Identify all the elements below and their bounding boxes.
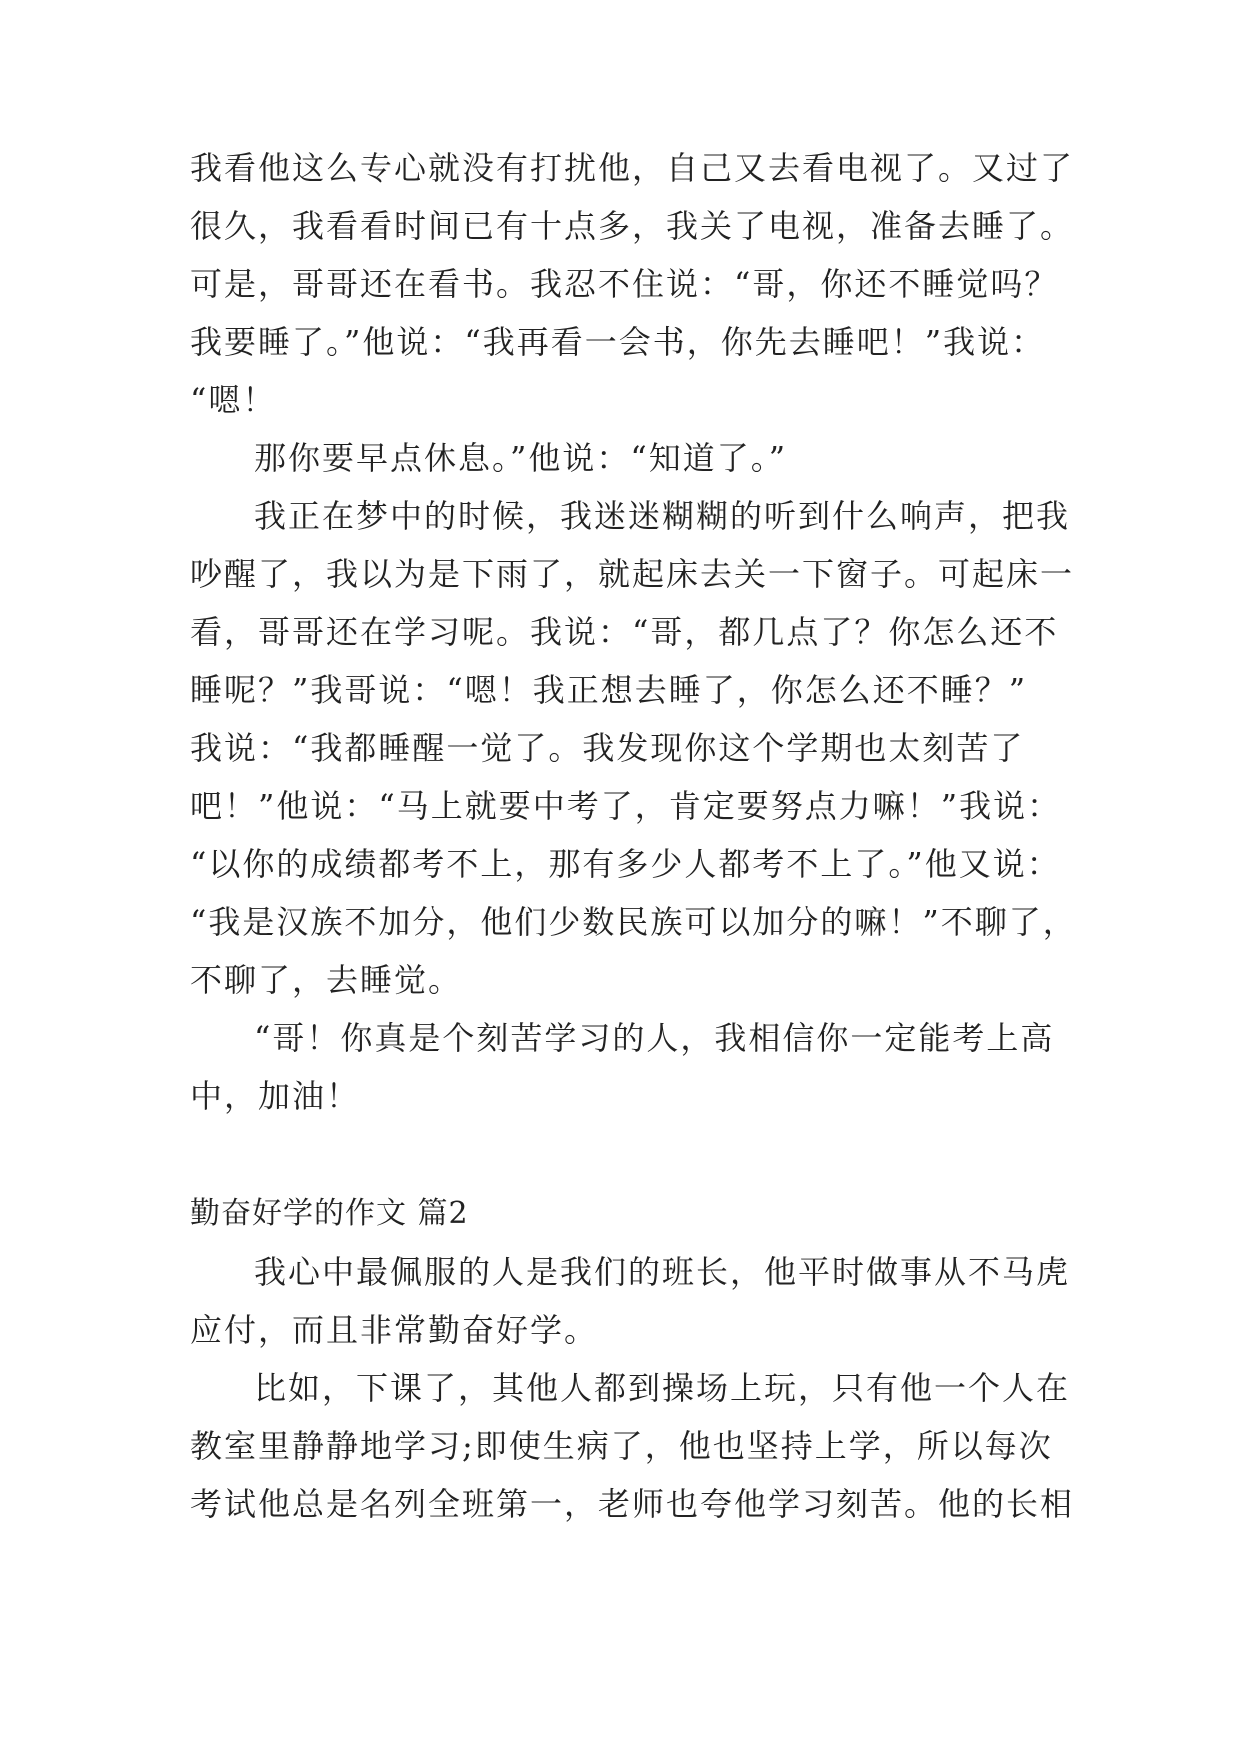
paragraph-line: 我心中最佩服的人是我们的班长，他平时做事从不马虎 <box>254 1253 1071 1291</box>
paragraph-line: “我是汉族不加分，他们少数民族可以加分的嘛！”不聊了， <box>190 903 1077 941</box>
paragraph-line: 教室里静静地学习;即使生病了，他也坚持上学，所以每次 <box>190 1427 1053 1465</box>
paragraph-line: 不聊了，去睡觉。 <box>190 961 463 999</box>
paragraph-line: 比如，下课了，其他人都到操场上玩，只有他一个人在 <box>254 1369 1071 1407</box>
paragraph-line: 睡呢？”我哥说：“嗯！我正想去睡了，你怎么还不睡？” <box>190 671 1028 709</box>
paragraph-line: 我正在梦中的时候，我迷迷糊糊的听到什么响声，把我 <box>254 497 1071 535</box>
paragraph-line: “以你的成绩都考不上，那有多少人都考不上了。”他又说： <box>190 845 1061 883</box>
paragraph-line: 中，加油！ <box>190 1077 361 1115</box>
paragraph-line: 吧！”他说：“马上就要中考了，肯定要努点力嘛！”我说： <box>190 787 1062 825</box>
paragraph-line: 很久，我看看时间已有十点多，我关了电视，准备去睡了。 <box>190 207 1075 245</box>
paragraph-line: “哥！你真是个刻苦学习的人，我相信你一定能考上高 <box>254 1019 1055 1057</box>
paragraph-line: 吵醒了，我以为是下雨了，就起床去关一下窗子。可起床一 <box>190 555 1075 593</box>
paragraph-line: 应付，而且非常勤奋好学。 <box>190 1311 599 1349</box>
paragraph-line: 考试他总是名列全班第一，老师也夸他学习刻苦。他的长相 <box>190 1485 1075 1523</box>
paragraph-line: 我说：“我都睡醒一觉了。我发现你这个学期也太刻苦了 <box>190 729 1025 767</box>
paragraph-line: 看，哥哥还在学习呢。我说：“哥，都几点了？你怎么还不 <box>190 613 1059 651</box>
paragraph-line: 那你要早点休息。”他说：“知道了。” <box>254 439 788 477</box>
paragraph-line: 可是，哥哥还在看书。我忍不住说：“哥，你还不睡觉吗？ <box>190 265 1059 303</box>
section-heading: 勤奋好学的作文 篇2 <box>190 1196 469 1231</box>
paragraph-line: 我要睡了。”他说：“我再看一会书，你先去睡吧！”我说： <box>190 323 1046 361</box>
paragraph-line: 我看他这么专心就没有打扰他，自己又去看电视了。又过了 <box>190 149 1075 187</box>
paragraph-line: “嗯！ <box>190 381 277 419</box>
